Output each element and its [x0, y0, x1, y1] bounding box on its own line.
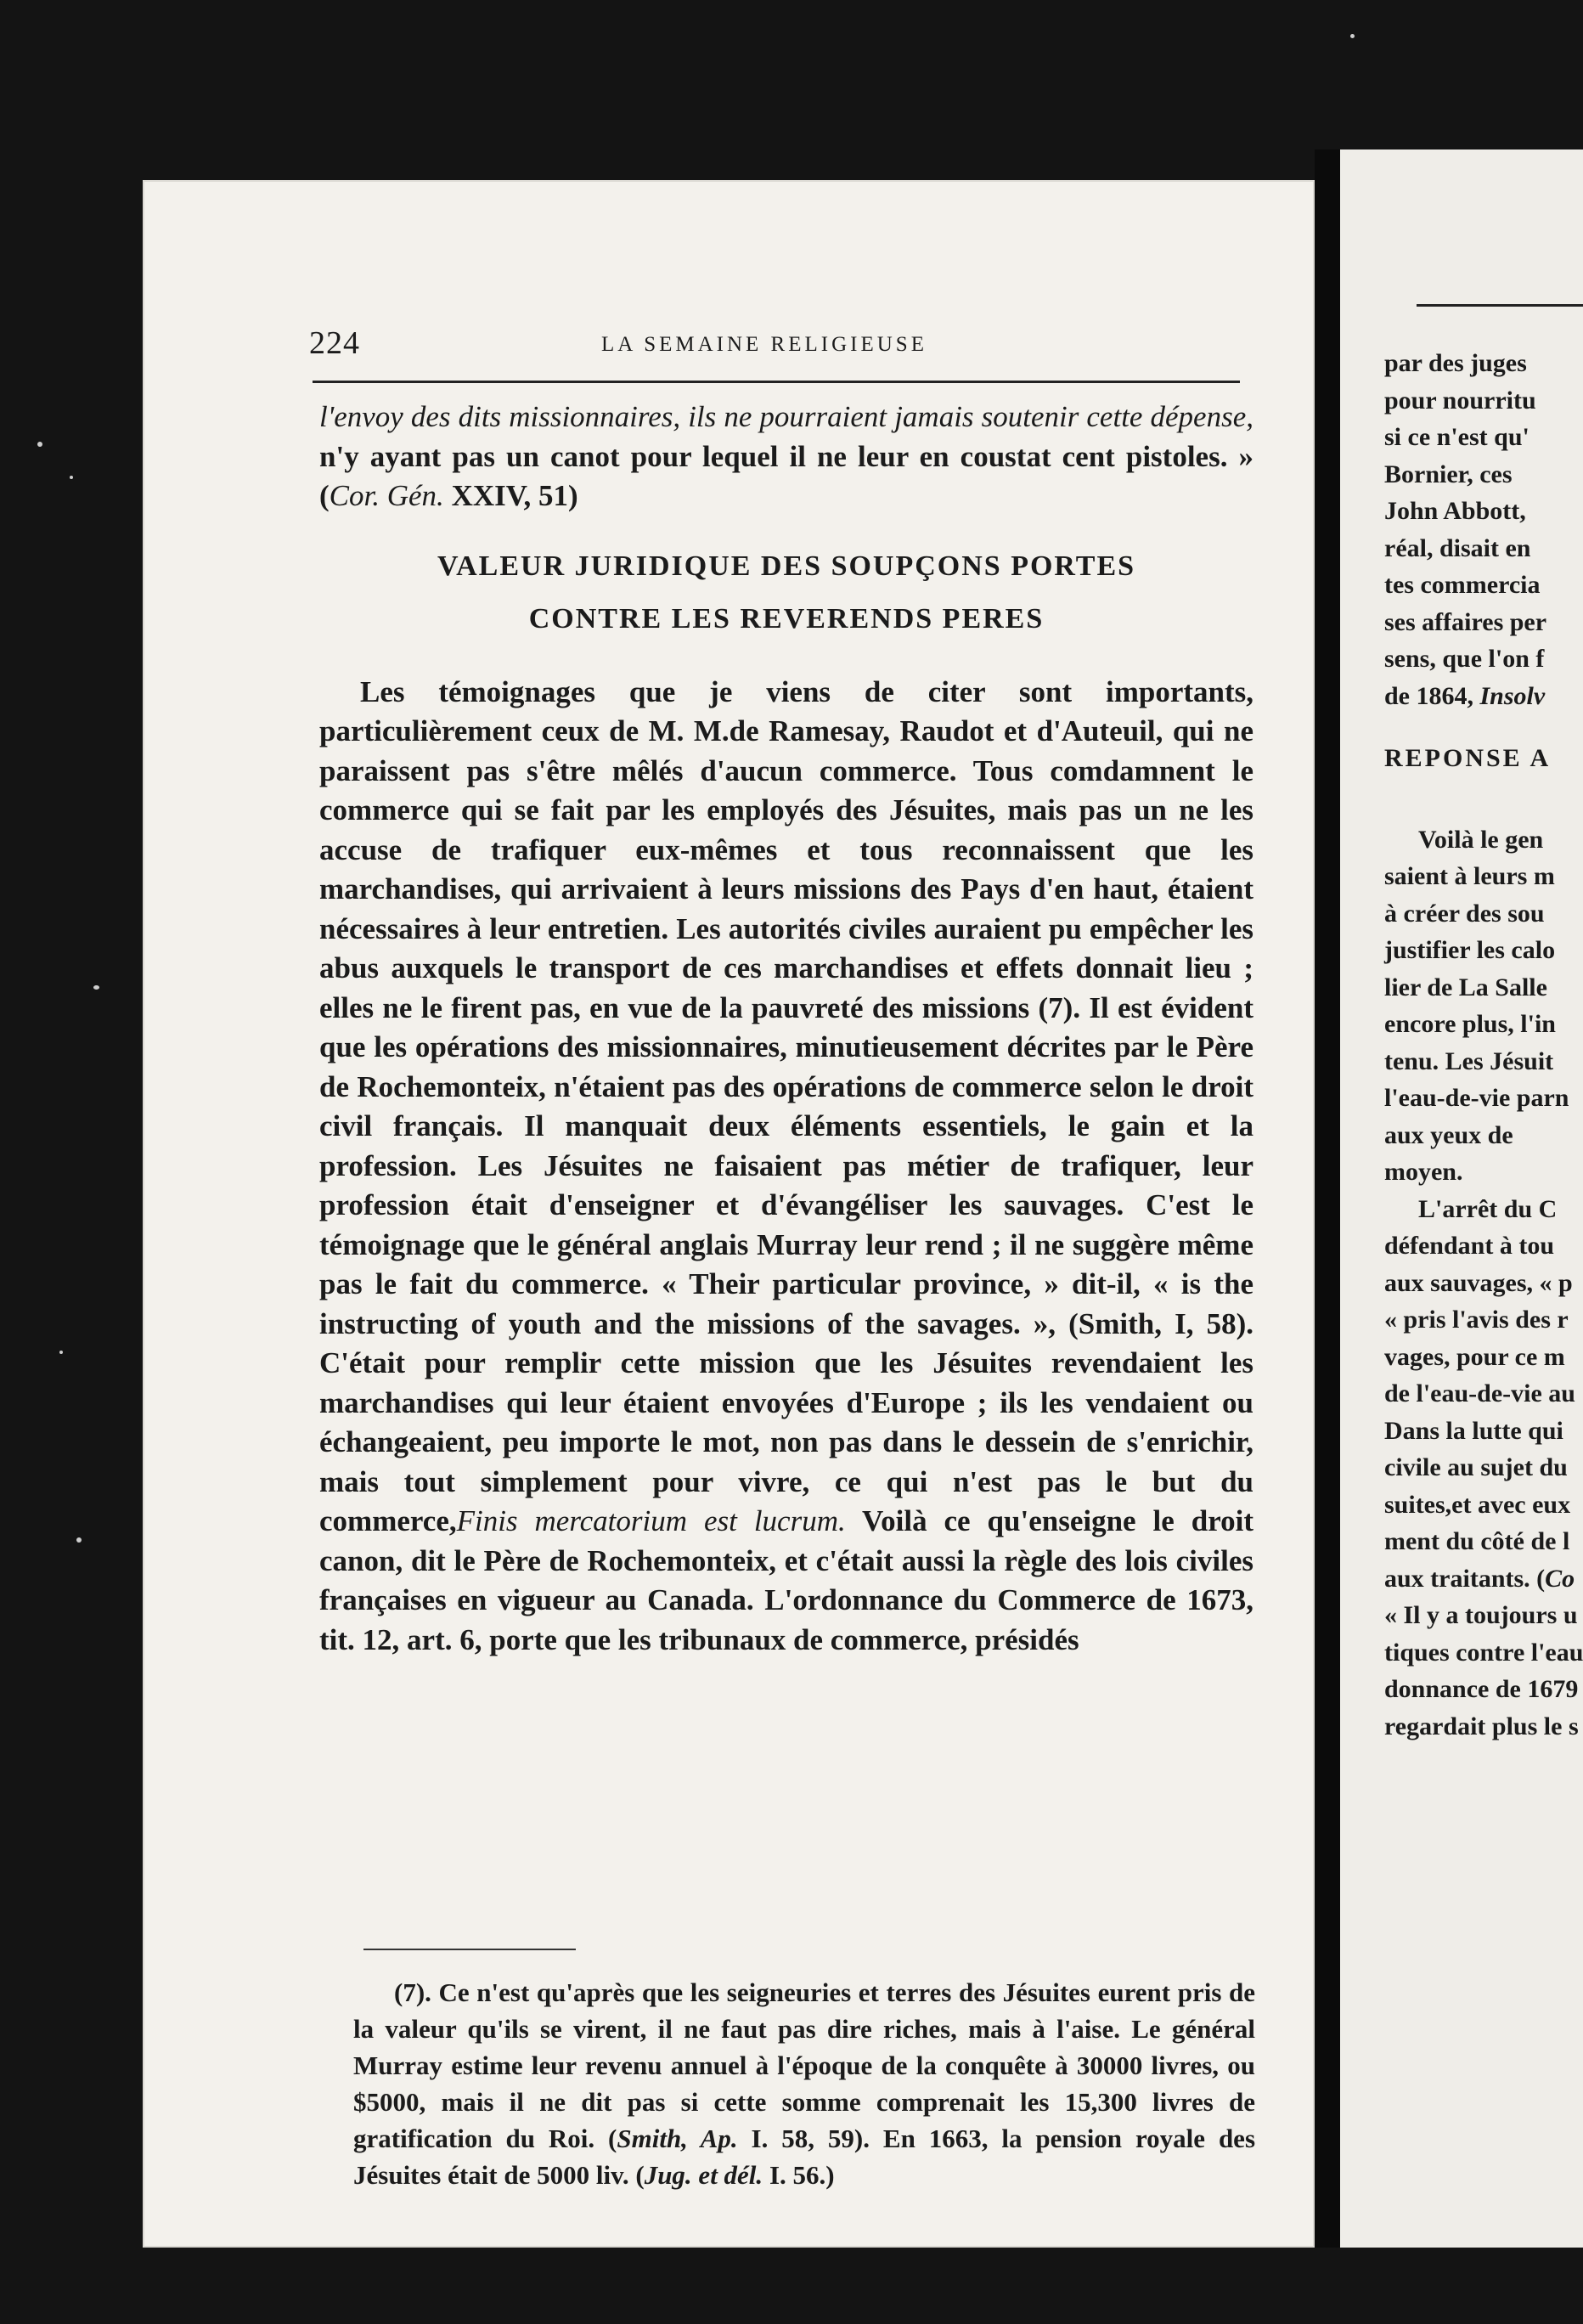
- right-line: par des juges: [1384, 349, 1527, 377]
- right-line: sens, que l'on f: [1384, 645, 1545, 673]
- right-line: L'arrêt du C: [1418, 1194, 1558, 1223]
- right-line: si ce n'est qu': [1384, 423, 1529, 451]
- footnote-text-1: (7). Ce n'est qu'après que les seigneuries et terres des Jésuites eurent pris de la valeur qu'ils se virent, il ne faut pas dire riches, mais à l'aise. Le général Murray estime leur revenu annuel à l'époque de la conquête à 30000 livres, ou $5000, mais il ne dit pas si cette somme comprenait les 15,300 livres de gratification du Roi. (: [353, 1977, 1255, 2153]
- right-line: Voilà le gen: [1418, 825, 1544, 854]
- footnote: [353, 1974, 1255, 2193]
- right-line: ment du côté de l: [1384, 1527, 1570, 1555]
- right-line: civile au sujet du: [1384, 1453, 1568, 1481]
- citation-italic: Cor. Gén.: [329, 479, 444, 512]
- right-line: suites,et avec eux: [1384, 1490, 1571, 1519]
- right-line: l'eau-de-vie parn: [1384, 1084, 1569, 1112]
- main-paragraph-text-1: Les témoignages que je viens de citer sont importants, particulièrement ceux de M. M.de Ramesay, Raudot et d'Auteuil, qui ne paraissent pas s'être mêlés d'aucun commerce. Tous comdamnent le commerce qui se fait par les employés des Jésuites, mais pas un ne les accuse de trafiquer eux-mêmes et tous reconnaissent que les marchandises, qui arrivaient à leurs missions des Pays d'en haut, étaient nécessaires à leur entretien. Les autorités civiles auraient pu empêcher les abus auxquels le transport de ces marchandises et effets donnait lieu ; elles ne le firent pas, en vue de la pauvreté des missions (7). Il est évident que les opérations des missionnaires, minutieusement décrites par le Père de Rochemonteix, n'étaient pas des opérations de commerce selon le droit civil français. Il manquait deux éléments essentiels, le gain et la profession. Les Jésuites ne faisaient pas métier de trafiquer, leur profession était d'enseigner et d'évangéliser les sauvages. C'est le témoignage que le général anglais Murray leur rend ; il ne suggère même pas le fait du commerce. « Their particular province, » dit-il, « is the instructing of youth and the missions of the savages. », (Smith, I, 58). C'était pour remplir cette mission que les Jésuites revendaient les marchandises qui leur étaient envoyées d'Europe ; ils les vendaient ou échangeaient, peu importe le mot, non pas dans le dessein de s'enrichir, mais tout simplement pour vivre, ce qui n'est pas le but du commerce,: [319, 674, 1253, 1537]
- right-line: aux sauvages, « p: [1384, 1268, 1573, 1297]
- right-line: tes commercia: [1384, 571, 1541, 599]
- right-line: pour nourritu: [1384, 386, 1536, 415]
- right-line: « pris l'avis des r: [1384, 1306, 1569, 1334]
- right-section-heading: REPONSE A: [1384, 744, 1552, 772]
- opening-italic: l'envoy des dits missionnaires, ils ne pourraient jamais soutenir cette dépense,: [319, 400, 1253, 433]
- right-line: aux yeux de: [1384, 1120, 1513, 1149]
- right-line: tenu. Les Jésuit: [1384, 1046, 1554, 1075]
- right-line: Bornier, ces: [1384, 460, 1513, 488]
- footnote-rule: [363, 1949, 576, 1950]
- section-heading: [319, 540, 1253, 646]
- right-line: aux traitants. (Co: [1384, 1564, 1575, 1593]
- footnote-italic-1: Smith, Ap.: [617, 2124, 738, 2153]
- right-line: ses affaires per: [1384, 607, 1547, 636]
- left-page: [143, 180, 1315, 2248]
- footnote-text-3: I. 56.): [763, 2160, 835, 2190]
- latin-maxim: Finis mercatorium est lucrum.: [456, 1504, 846, 1537]
- body-text: [319, 398, 1253, 1660]
- right-page-fragment: [1340, 149, 1583, 2248]
- right-line: saient à leurs m: [1384, 862, 1555, 890]
- main-paragraph: [319, 673, 1253, 1661]
- footnote-text-2: I. 58, 59). En 1663, la pension royale des Jésuites était de 5000 liv. (: [353, 2124, 1256, 2190]
- right-line: à créer des sou: [1384, 899, 1545, 928]
- main-paragraph-text-2: Voilà ce qu'enseigne le droit canon, dit le Père de Rochemonteix, et c'était aussi la règle des lois civiles françaises en vigueur au Canada. L'ordonnance du Commerce de 1673, tit. 12, art. 6, porte que les tribunaux de commerce, présidés: [319, 1504, 1253, 1656]
- right-line: donnance de 1679: [1384, 1675, 1579, 1703]
- right-line: lier de La Salle: [1384, 973, 1547, 1001]
- opening-paragraph: [319, 398, 1253, 516]
- right-line: défendant à tou: [1384, 1232, 1555, 1260]
- right-line: regardait plus le s: [1384, 1712, 1579, 1740]
- page-number: 224: [309, 325, 360, 361]
- right-line: Dans la lutte qui: [1384, 1416, 1563, 1445]
- running-head: LA SEMAINE RELIGIEUSE: [601, 333, 927, 356]
- right-line: « Il y a toujours u: [1384, 1601, 1578, 1629]
- book-gutter: [1315, 149, 1340, 2248]
- right-header-rule: [1417, 304, 1583, 307]
- right-line: réal, disait en: [1384, 533, 1531, 562]
- citation-text: XXIV, 51): [443, 479, 578, 512]
- right-line: justifier les calo: [1384, 936, 1556, 964]
- right-line: de l'eau-de-vie au: [1384, 1379, 1575, 1407]
- header-rule: [313, 381, 1240, 383]
- right-line: tiques contre l'eau: [1384, 1638, 1583, 1667]
- right-line: encore plus, l'in: [1384, 1010, 1556, 1038]
- section-heading-line-2: CONTRE LES REVERENDS PERES: [528, 602, 1045, 635]
- section-heading-line-1: VALEUR JURIDIQUE DES SOUPÇONS PORTES: [437, 550, 1136, 582]
- footnote-italic-2: Jug. et dél.: [644, 2160, 763, 2190]
- opening-text: n'y ayant pas un canot pour lequel il ne leur en coustat cent pistoles. » (: [319, 439, 1253, 512]
- right-line: de 1864, Insolv: [1384, 681, 1546, 710]
- right-line: vages, pour ce m: [1384, 1342, 1565, 1371]
- right-page-text: [1384, 345, 1583, 1745]
- right-line: John Abbott,: [1384, 497, 1526, 525]
- right-line: moyen.: [1384, 1158, 1463, 1186]
